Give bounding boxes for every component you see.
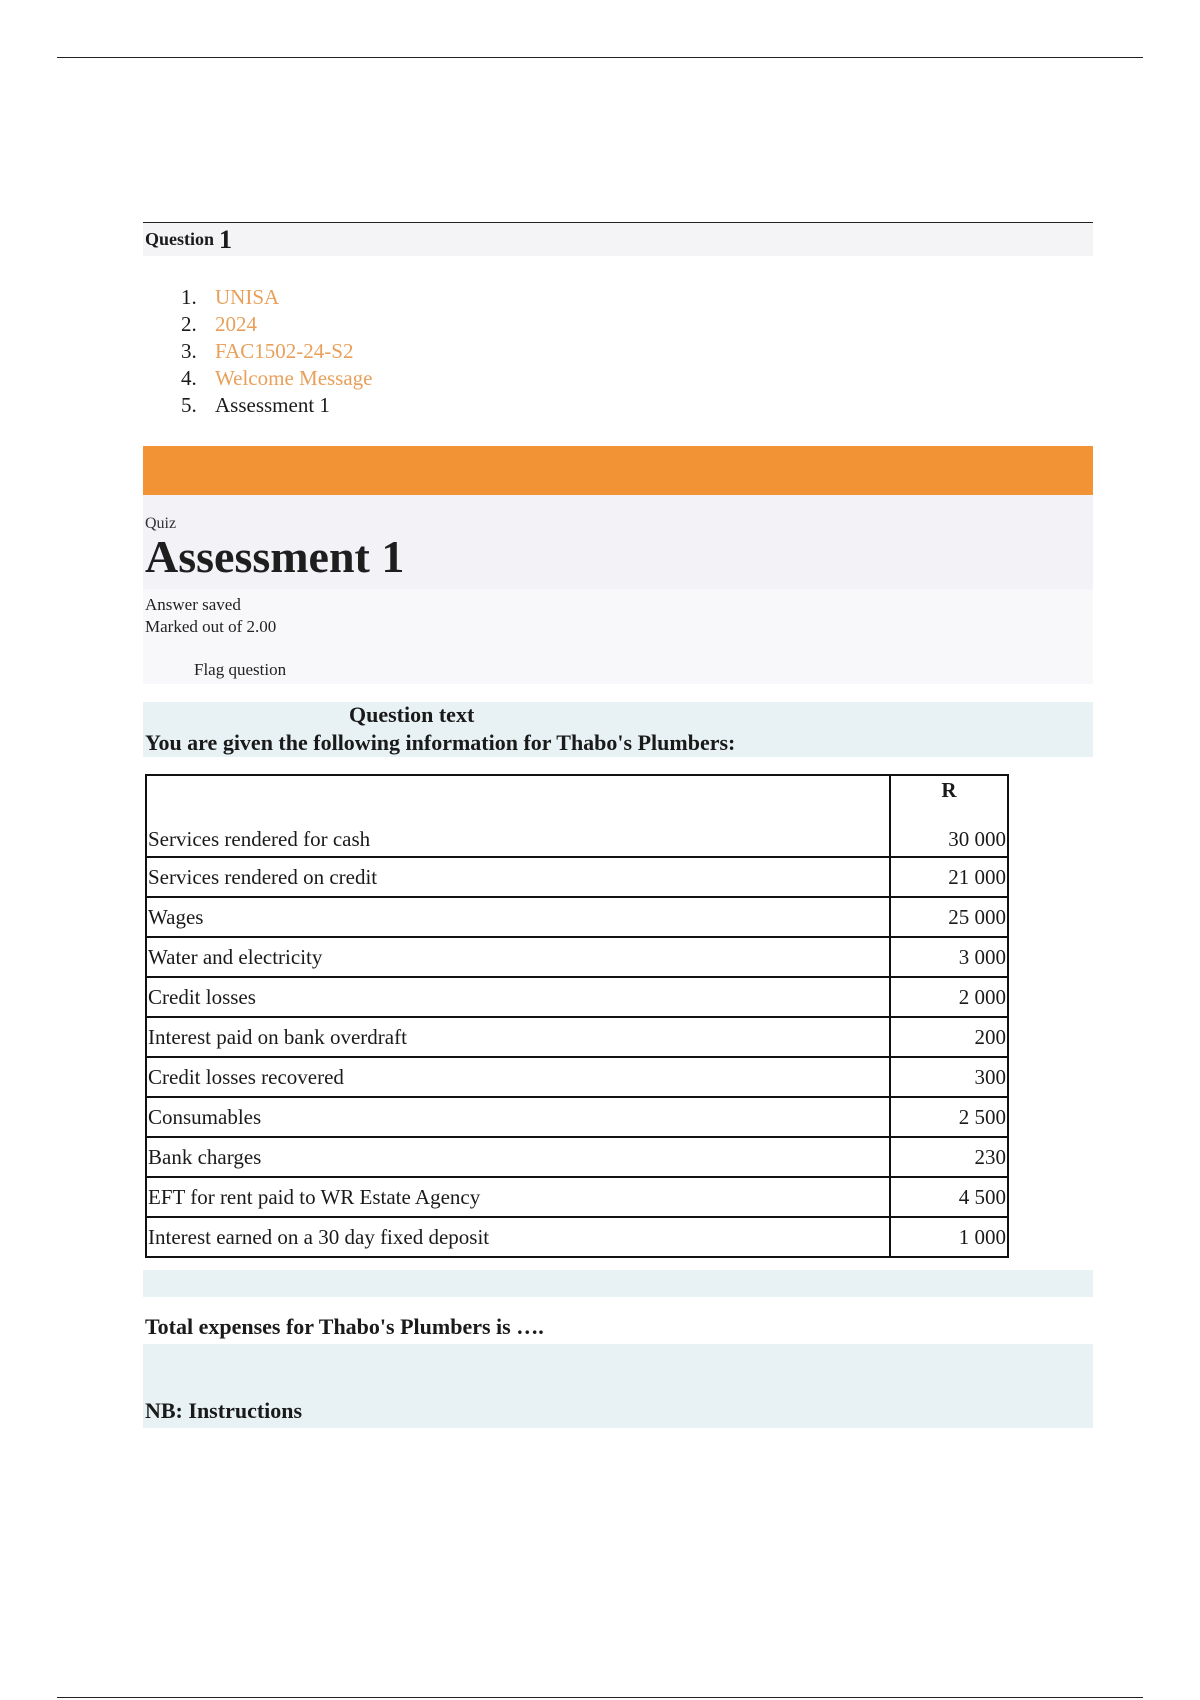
breadcrumb-item-welcome: [181, 365, 373, 392]
row-item: EFT for rent paid to WR Estate Agency: [146, 1177, 890, 1217]
page-title: Assessment 1: [145, 531, 405, 582]
page-bottom-rule: [57, 1697, 1143, 1698]
breadcrumb-link-course[interactable]: FAC1502-24-S2: [215, 339, 354, 363]
row-item: Water and electricity: [146, 937, 890, 977]
row-amount: 2 500: [890, 1097, 1008, 1137]
row-amount: 2 000: [890, 977, 1008, 1017]
row-item: Wages: [146, 897, 890, 937]
quiz-header: [143, 495, 1093, 589]
marks-info: Marked out of 2.00: [145, 617, 277, 636]
row-item: Credit losses recovered: [146, 1057, 890, 1097]
table-row: [146, 897, 1008, 937]
table-cell-amount: [890, 775, 1008, 857]
row-item: Interest paid on bank overdraft: [146, 1017, 890, 1057]
breadcrumb-number: 2.: [181, 312, 197, 336]
table-row: [146, 857, 1008, 897]
question-header: [143, 222, 1093, 256]
breadcrumb-link-unisa[interactable]: UNISA: [215, 285, 280, 309]
question-intro: You are given the following information for Thabo's Plumbers:: [145, 730, 736, 755]
question-prompt: Total expenses for Thabo's Plumbers is ….: [145, 1314, 544, 1339]
table-row: [146, 775, 1008, 857]
question-text-heading: Question text: [349, 702, 475, 727]
row-amount: 4 500: [890, 1177, 1008, 1217]
page-top-rule: [57, 57, 1143, 58]
row-amount: 3 000: [890, 937, 1008, 977]
flag-question-link[interactable]: Flag question: [194, 660, 287, 679]
question-container: [143, 222, 1093, 1423]
table-row: [146, 1177, 1008, 1217]
table-row: [146, 1057, 1008, 1097]
table-row: [146, 1097, 1008, 1137]
instructions-heading: NB: Instructions: [145, 1398, 303, 1423]
row-item: Bank charges: [146, 1137, 890, 1177]
breadcrumb-number: 5.: [181, 393, 197, 417]
table-row: [146, 977, 1008, 1017]
breadcrumb-current: Assessment 1: [215, 393, 330, 417]
question-text-block: [143, 702, 1093, 757]
breadcrumb-item-course: [181, 338, 373, 365]
table-row: [146, 937, 1008, 977]
question-number: 1: [219, 224, 233, 254]
breadcrumb-item-year: [181, 311, 373, 338]
header-banner: [143, 446, 1093, 495]
row-amount: 300: [890, 1057, 1008, 1097]
row-item: Services rendered on credit: [146, 857, 890, 897]
row-amount: 230: [890, 1137, 1008, 1177]
instructions-block: [143, 1344, 1093, 1428]
breadcrumb-item-assessment: [181, 392, 373, 419]
table-row: [146, 1017, 1008, 1057]
question-label: Question: [145, 229, 215, 249]
breadcrumb-number: 1.: [181, 285, 197, 309]
breadcrumb: [181, 284, 373, 419]
currency-header: R: [941, 778, 957, 802]
row-item: Services rendered for cash: [148, 827, 371, 851]
breadcrumb-link-welcome[interactable]: Welcome Message: [215, 366, 373, 390]
quiz-label: Quiz: [145, 515, 177, 532]
breadcrumb-number: 3.: [181, 339, 197, 363]
row-item: Credit losses: [146, 977, 890, 1017]
question-info: [143, 589, 1093, 684]
question-spacer: [143, 1270, 1093, 1297]
table-row: [146, 1137, 1008, 1177]
row-item: Interest earned on a 30 day fixed deposit: [146, 1217, 890, 1257]
row-amount: 1 000: [890, 1217, 1008, 1257]
row-item: Consumables: [146, 1097, 890, 1137]
answer-status: Answer saved: [145, 595, 241, 614]
row-amount: 30 000: [948, 827, 1006, 851]
table-row: [146, 1217, 1008, 1257]
breadcrumb-number: 4.: [181, 366, 197, 390]
table-cell-item: [146, 775, 890, 857]
breadcrumb-link-year[interactable]: 2024: [215, 312, 257, 336]
row-amount: 200: [890, 1017, 1008, 1057]
row-amount: 25 000: [890, 897, 1008, 937]
info-table: [145, 774, 1009, 1258]
row-amount: 21 000: [890, 857, 1008, 897]
breadcrumb-item-unisa: [181, 284, 373, 311]
